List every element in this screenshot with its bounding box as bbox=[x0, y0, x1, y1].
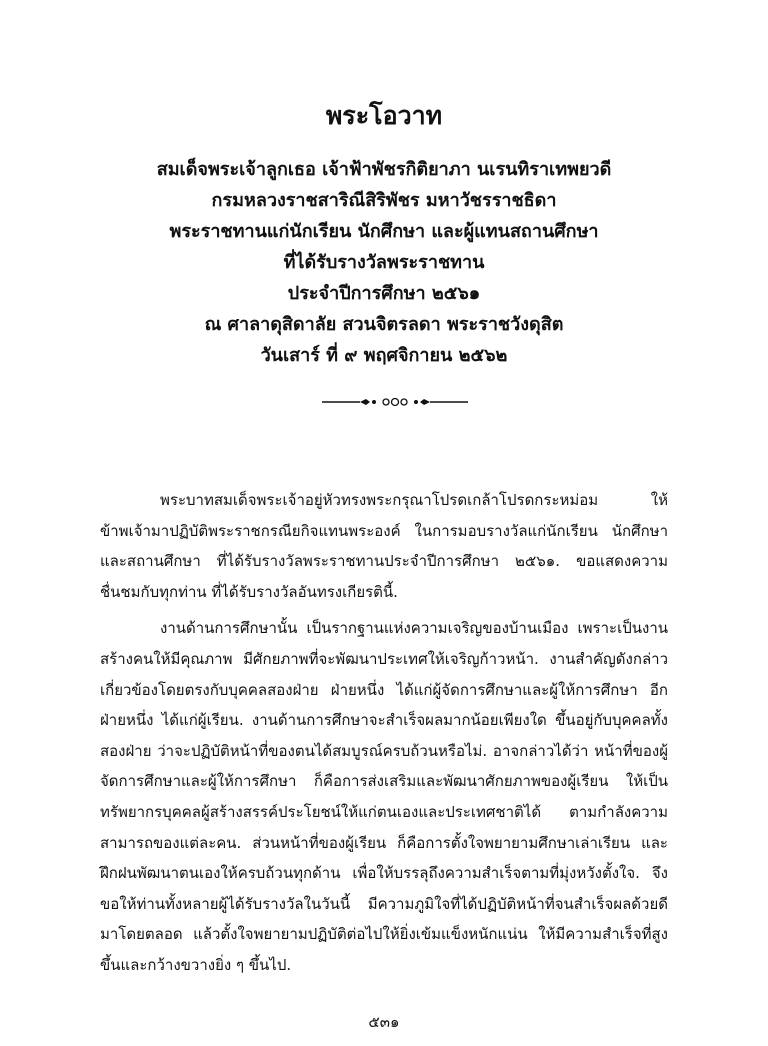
body-paragraph: พระบาทสมเด็จพระเจ้าอยู่หัวทรงพระกรุณาโปรดเกล้าโปรดกระหม่อม ให้ข้าพเจ้ามาปฏิบัติพระราชกรณียกิจแทนพระองค์ ในการมอบรางวัลแก่นักเรียน นักศึกษา และสถานศึกษา ที่ได้รับรางวัลพระราชทานประจำปีการศึกษา ๒๕๖๑. ขอแสดงความชื่นชมกับทุกท่าน ที่ได้รับรางวัลอันทรงเกียรตินี้. bbox=[100, 491, 668, 601]
subtitle-line: ที่ได้รับรางวัลพระราชทาน bbox=[283, 252, 485, 273]
subtitle-line: กรมหลวงราชสาริณีสิริพัชร มหาวัชรราชธิดา bbox=[211, 190, 557, 211]
subtitle-line: สมเด็จพระเจ้าลูกเธอ เจ้าฟ้าพัชรกิติยาภา นเรนทิราเทพยวดี bbox=[156, 159, 612, 180]
page-number: ๕๓๑ bbox=[368, 1013, 400, 1031]
document-subtitle bbox=[0, 154, 768, 371]
subtitle-line: ประจำปีการศึกษา ๒๕๖๑ bbox=[287, 283, 481, 304]
body-paragraph: งานด้านการศึกษานั้น เป็นรากฐานแห่งความเจริญของบ้านเมือง เพราะเป็นงานสร้างคนให้มีคุณภาพ มีศักยภาพที่จะพัฒนาประเทศให้เจริญก้าวหน้า. งานสำคัญดังกล่าว เกี่ยวข้องโดยตรงกับบุคคลสองฝ่าย ฝ่ายหนึ่ง ได้แก่ผู้จัดการศึกษาและผู้ให้การศึกษา อีกฝ่ายหนึ่ง ได้แก่ผู้เรียน. งานด้านการศึกษาจะสำเร็จผลมากน้อยเพียงใด ขึ้นอยู่กับบุคคลทั้งสองฝ่าย ว่าจะปฏิบัติหน้าที่ของตนได้สมบูรณ์ครบถ้วนหรือไม่. อาจกล่าวได้ว่า หน้าที่ของผู้จัดการศึกษาและผู้ให้การศึกษา ก็คือการส่งเสริมและพัฒนาศักยภาพของผู้เรียน ให้เป็นทรัพยากรบุคคลผู้สร้างสรรค์ประโยชน์ให้แก่ตนเองและประเทศชาติได้ ตามกำลังความสามารถของแต่ละคน. ส่วนหน้าที่ของผู้เรียน ก็คือการตั้งใจพยายามศึกษาเล่าเรียน และฝึกฝนพัฒนาตนเองให้ครบถ้วนทุกด้าน เพื่อให้บรรลุถึงความสำเร็จตามที่มุ่งหวังตั้งใจ. จึงขอให้ท่านทั้งหลายผู้ได้รับรางวัลในวันนี้ มีความภูมิใจที่ได้ปฏิบัติหน้าที่จนสำเร็จผลด้วยดีมาโดยตลอด แล้วตั้งใจพยายามปฏิบัติต่อไปให้ยิ่งเข้มแข็งหนักแน่น ให้มีความสำเร็จที่สูงขึ้นและกว้างขวางยิ่ง ๆ ขึ้นไป. bbox=[100, 619, 668, 974]
subtitle-line: พระราชทานแก่นักเรียน นักศึกษา และผู้แทนสถานศึกษา bbox=[169, 221, 599, 242]
subtitle-line: ณ ศาลาดุสิดาลัย สวนจิตรลดา พระราชวังดุสิต bbox=[204, 314, 564, 335]
decorative-divider-icon bbox=[320, 394, 470, 410]
document-title: พระโอวาท bbox=[325, 101, 443, 130]
document-body bbox=[100, 485, 668, 987]
subtitle-line: วันเสาร์ ที่ ๙ พฤศจิกายน ๒๕๖๒ bbox=[260, 345, 508, 366]
